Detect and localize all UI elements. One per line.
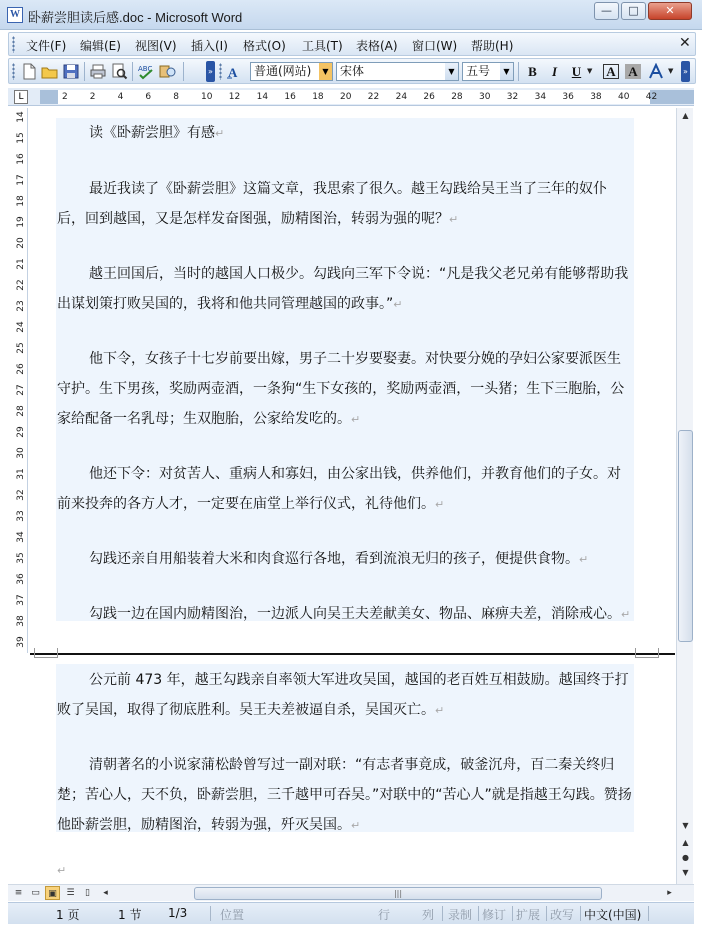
paragraph-mark-icon: ↵ (579, 553, 589, 566)
paragraph-mark-icon: ↵ (351, 413, 361, 426)
ruler-tick-label: 14 (256, 92, 269, 102)
document-paragraph[interactable] (57, 750, 633, 841)
menu-table[interactable]: 表格(A) (356, 39, 398, 53)
paragraph-mark-icon: ↵ (351, 819, 361, 832)
print-preview-icon[interactable] (110, 63, 128, 80)
title-bar (0, 0, 702, 30)
scroll-right-icon[interactable]: ▸ (667, 888, 672, 898)
paragraph-mark-icon: ↵ (57, 864, 67, 877)
horizontal-ruler-area (8, 88, 694, 106)
ruler-tick-label: 20 (340, 92, 352, 102)
ruler-tick-label: 4 (117, 92, 124, 102)
paragraph-text: 最近我读了《卧薪尝胆》这篇文章，我思索了很久。越王勾践给吴王当了三年的奴仆后，回到越国，又是怎样发奋图强，励精图治，转弱为强的呢？ (57, 181, 607, 227)
paragraph-text: 他下令，女孩子十七岁前要出嫁，男子二十岁要娶妻。对快要分娩的孕妇公家要派医生守护。生下男孩，奖励两壶酒，一条狗“生下女孩的，奖励两壶酒，一头猪；生下三胞胎，公家给配备一名乳母；生双胞胎，公家给发吃的。 (57, 351, 625, 427)
toolbar (8, 58, 696, 84)
paragraph-mark-icon: ↵ (435, 704, 445, 717)
ruler-tick-label: 18 (16, 195, 26, 207)
text-effects-icon[interactable] (648, 63, 666, 80)
status-record-macro[interactable]: 录制 (448, 908, 473, 922)
ruler-tick-label: 18 (312, 92, 324, 102)
ruler-left-margin (40, 90, 58, 104)
print-layout-view-icon[interactable]: ▣ (45, 886, 60, 900)
status-separator (478, 906, 479, 921)
status-extend[interactable]: 扩展 (516, 908, 541, 922)
document-paragraph[interactable] (57, 344, 633, 435)
web-layout-view-icon[interactable]: ▭ (31, 888, 40, 898)
ruler-tick-label: 22 (367, 92, 380, 102)
vertical-scroll-thumb[interactable] (678, 430, 693, 642)
word-document-icon: W (7, 7, 23, 23)
save-icon[interactable] (62, 63, 80, 80)
ruler-tick-label: 26 (423, 92, 435, 102)
ruler-tick-label: 34 (534, 92, 547, 102)
font-value: 宋体 (340, 64, 365, 78)
ruler-tick-label: 20 (16, 237, 26, 249)
menu-bar (8, 32, 696, 56)
ruler-tick-label: 24 (16, 321, 26, 333)
chevron-down-icon[interactable]: ▼ (319, 63, 332, 80)
status-separator (580, 906, 581, 921)
format-toolbar-options-chevron-icon[interactable]: » (681, 61, 690, 82)
ruler-tick-label: 15 (16, 132, 26, 144)
paragraph-mark-icon: ↵ (621, 608, 631, 621)
paragraph-mark-icon: ↵ (215, 127, 225, 140)
chevron-down-icon[interactable]: ▼ (445, 63, 458, 80)
status-separator (210, 906, 211, 921)
ruler-tick-label: 10 (201, 92, 213, 102)
ruler-tick-label: 38 (590, 92, 602, 102)
next-page-icon[interactable]: ▼ (682, 868, 689, 877)
status-column: 列 (422, 908, 435, 922)
open-folder-icon[interactable] (41, 63, 59, 80)
ruler-tick-label: 24 (395, 92, 408, 102)
menu-format[interactable]: 格式(O) (243, 39, 286, 53)
underline-button[interactable]: U (571, 64, 582, 79)
ruler-tick-label: 2 (62, 92, 68, 102)
paragraph-text: 读《卧薪尝胆》有感 (89, 125, 215, 141)
menubar-grip-handle[interactable] (12, 36, 15, 53)
previous-page-icon[interactable]: ▲ (682, 838, 689, 847)
ruler-tick-label: 36 (562, 92, 574, 102)
character-border-button[interactable]: A (603, 64, 619, 79)
svg-text:ABC: ABC (138, 65, 153, 73)
paragraph-text: 勾践一边在国内励精图治，一边派人向吴王夫差献美女、物品、麻痹夫差，消除戒心。 (89, 606, 621, 622)
ruler-tick-label: 26 (16, 363, 26, 375)
status-track-changes[interactable]: 修订 (482, 908, 507, 922)
paragraph-text: 勾践还亲自用船装着大米和肉食巡行各地，看到流浪无归的孩子，便提供食物。 (89, 551, 579, 567)
outline-view-icon[interactable]: ☰ (66, 888, 75, 898)
ruler-tick-label: 2 (89, 92, 96, 102)
toolbar-separator (84, 62, 85, 81)
status-separator (442, 906, 443, 921)
menu-file[interactable]: 文件(F) (26, 39, 67, 53)
style-dropdown[interactable] (250, 62, 333, 81)
font-dropdown[interactable] (336, 62, 459, 81)
horizontal-ruler[interactable] (40, 90, 694, 104)
ruler-tick-label: 36 (16, 573, 26, 585)
chevron-down-icon[interactable]: ▼ (500, 63, 513, 80)
status-separator (512, 906, 513, 921)
maximize-button[interactable]: □ (621, 2, 646, 20)
document-paragraph[interactable] (57, 118, 633, 149)
character-shading-button[interactable]: A (625, 64, 641, 79)
menu-help[interactable]: 帮助(H) (471, 39, 514, 53)
menu-view[interactable]: 视图(V) (135, 39, 177, 53)
status-language: 中文(中国) (584, 908, 642, 922)
italic-button[interactable]: I (551, 64, 558, 79)
ruler-tick-label: 32 (16, 489, 26, 501)
toolbar-separator (132, 62, 133, 81)
document-paragraph[interactable] (57, 174, 633, 235)
svg-text:A: A (228, 65, 238, 80)
styles-and-formatting-icon[interactable] (226, 63, 244, 80)
ruler-tick-label: 30 (479, 92, 491, 102)
paragraph-text: 公元前 473 年，越王勾践亲自率领大军进攻吴国，越国的老百姓互相鼓励。越国终于打败了吴国，取得了彻底胜利。吴王夫差被逼自杀，吴国灭亡。 (57, 672, 629, 718)
close-document-icon[interactable]: ✕ (679, 35, 691, 51)
effects-chevron-icon[interactable]: ▼ (668, 67, 674, 75)
ruler-tick-label: 31 (16, 468, 26, 480)
ruler-tick-label: 8 (173, 92, 179, 102)
paragraph-text: 越王回国后，当时的越国人口极少。勾践向三军下令说：“凡是我父老兄弟有能够帮助我出谋划策打败吴国的，我将和他共同管理越国的政事。” (57, 266, 629, 312)
format-toolbar-grip-handle[interactable] (219, 63, 222, 80)
ruler-tick-label: 33 (16, 510, 26, 522)
toolbar-separator (183, 62, 184, 81)
page-corner-mark (635, 648, 659, 658)
ruler-tick-label: 37 (16, 594, 26, 606)
ruler-tick-label: 25 (16, 342, 26, 354)
underline-chevron-icon[interactable]: ▼ (587, 67, 593, 75)
tab-selector-icon[interactable]: L (14, 90, 28, 104)
status-bar (8, 902, 694, 924)
ruler-tick-label: 19 (16, 216, 26, 228)
ruler-tick-label: 29 (16, 426, 26, 438)
ruler-tick-label: 42 (645, 92, 658, 102)
ruler-tick-label: 28 (16, 405, 26, 417)
spelling-grammar-icon[interactable] (137, 63, 155, 80)
ruler-tick-label: 23 (16, 300, 26, 312)
page-break-separator (30, 653, 675, 655)
ruler-tick-label: 27 (16, 384, 26, 396)
scroll-down-icon[interactable]: ▼ (682, 821, 689, 830)
research-icon[interactable] (159, 63, 177, 80)
status-separator (546, 906, 547, 921)
paragraph-mark-icon: ↵ (449, 213, 459, 226)
document-paragraph[interactable] (57, 855, 633, 884)
bold-button[interactable]: B (528, 64, 537, 79)
ruler-tick-label: 12 (228, 92, 241, 102)
toolbar-options-chevron-icon[interactable]: » (206, 61, 215, 82)
browse-object-icon[interactable]: ● (682, 853, 689, 862)
toolbar-grip-handle[interactable] (12, 63, 15, 80)
menu-insert[interactable]: 插入(I) (191, 39, 228, 53)
ruler-tick-label: 14 (16, 111, 26, 123)
paragraph-mark-icon: ↵ (393, 298, 403, 311)
normal-view-icon[interactable]: ≡ (14, 888, 23, 898)
status-position: 位置 (220, 908, 245, 922)
ruler-tick-label: 16 (16, 153, 26, 165)
ruler-tick-label: 17 (16, 174, 26, 186)
font-size-value: 五号 (466, 64, 491, 78)
ruler-tick-label: 32 (506, 92, 519, 102)
paragraph-text: 清朝著名的小说家蒲松龄曾写过一副对联：“有志者事竟成，破釜沉舟，百二秦关终归楚；苦心人，天不负，卧薪尝胆，三千越甲可吞吴。”对联中的“苦心人”就是指越王勾践。赞扬他卧薪尝胆，励精图治，转弱为强，歼灭吴国。 (57, 757, 632, 833)
ruler-tick-label: 34 (16, 531, 26, 543)
ruler-tick-label: 28 (451, 92, 463, 102)
ruler-tick-label: 6 (145, 92, 152, 102)
vertical-ruler[interactable] (14, 108, 28, 653)
document-paragraph[interactable] (57, 665, 633, 726)
status-separator (648, 906, 649, 921)
reading-layout-view-icon[interactable]: ▯ (85, 888, 90, 898)
document-paragraph[interactable] (57, 599, 633, 630)
print-icon[interactable] (89, 63, 107, 80)
status-page: 1 页 (56, 908, 80, 922)
document-paragraph[interactable] (57, 459, 633, 520)
ruler-tick-label: 35 (16, 552, 26, 564)
ruler-tick-label: 21 (16, 258, 26, 270)
horizontal-scroll-area (8, 884, 694, 901)
menu-window[interactable]: 窗口(W) (412, 39, 458, 53)
ruler-tick-label: 30 (16, 447, 26, 459)
font-size-dropdown[interactable] (462, 62, 514, 81)
ruler-tick-label: 38 (16, 615, 26, 627)
ruler-tick-label: 39 (16, 636, 26, 648)
scroll-left-icon[interactable]: ◂ (103, 888, 108, 898)
close-window-button[interactable]: ✕ (648, 2, 692, 20)
document-paragraph[interactable] (57, 259, 633, 320)
status-section: 1 节 (118, 908, 142, 922)
minimize-button[interactable]: — (594, 2, 619, 20)
style-value: 普通(网站) (254, 64, 312, 78)
scroll-up-icon[interactable]: ▲ (682, 111, 689, 120)
horizontal-scroll-thumb[interactable]: ||| (194, 887, 602, 900)
paragraph-mark-icon: ↵ (435, 498, 445, 511)
page-corner-mark (34, 648, 58, 658)
document-paragraph[interactable] (57, 544, 633, 575)
status-overtype[interactable]: 改写 (550, 908, 575, 922)
menu-tools[interactable]: 工具(T) (302, 39, 343, 53)
vertical-scrollbar[interactable] (676, 108, 693, 884)
ruler-tick-label: 22 (16, 279, 26, 291)
ruler-tick-label: 16 (284, 92, 296, 102)
paragraph-text: 他还下令：对贫苦人、重病人和寡妇，由公家出钱，供养他们，并教育他们的子女。对前来投奔的各方人才，一定要在庙堂上举行仪式，礼待他们。 (57, 466, 621, 512)
status-line: 行 (378, 908, 391, 922)
toolbar-separator (518, 62, 519, 81)
document-workspace[interactable] (30, 108, 675, 884)
new-document-icon[interactable] (20, 63, 38, 80)
menu-edit[interactable]: 编辑(E) (80, 39, 121, 53)
status-page-count: 1/3 (168, 906, 188, 920)
window-title: 卧薪尝胆读后感.doc - Microsoft Word (28, 10, 243, 25)
ruler-tick-label: 40 (618, 92, 630, 102)
